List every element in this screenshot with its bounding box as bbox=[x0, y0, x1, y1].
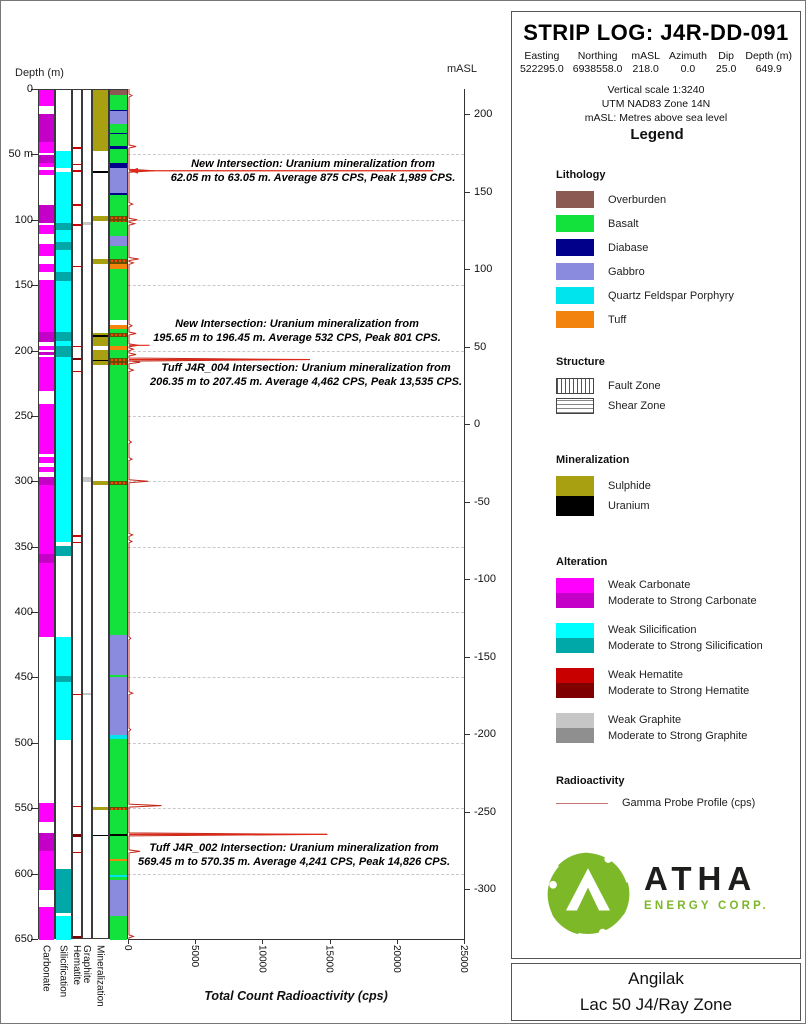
grid-line-500 bbox=[128, 743, 464, 744]
masl-tick bbox=[464, 424, 470, 425]
carbonate-column bbox=[38, 89, 55, 939]
x-tick bbox=[464, 939, 465, 944]
structure-heading: Structure bbox=[556, 356, 605, 368]
silicification-interval bbox=[56, 242, 71, 250]
weak-label: Weak Graphite bbox=[608, 714, 682, 726]
silicification-interval bbox=[56, 151, 71, 168]
hematite-mark bbox=[73, 147, 81, 149]
x-tick bbox=[128, 939, 129, 944]
strong-swatch bbox=[556, 683, 594, 698]
grid-line-400 bbox=[128, 612, 464, 613]
carbonate-interval bbox=[39, 155, 54, 163]
carbonate-interval bbox=[39, 280, 54, 332]
legend-title: Legend bbox=[630, 126, 684, 143]
alteration-labels bbox=[608, 623, 763, 653]
lithology-swatch bbox=[556, 239, 594, 256]
masl-tick-label: -300 bbox=[474, 883, 497, 895]
x-tick-label: 5000 bbox=[189, 945, 201, 968]
uranium-interval bbox=[93, 335, 108, 338]
annotation-line2: 206.35 m to 207.45 m. Average 4,462 CPS, Peak 13,535 CPS. bbox=[149, 375, 463, 388]
carbonate-interval bbox=[39, 851, 54, 890]
carbonate-interval bbox=[39, 554, 54, 563]
lithology-swatch bbox=[556, 191, 594, 208]
carbonate-interval bbox=[39, 264, 54, 272]
lithology-swatch bbox=[556, 263, 594, 280]
field-label: Azimuth bbox=[668, 50, 707, 62]
legend-alteration-group bbox=[556, 623, 788, 653]
depth-tick-label: 250 bbox=[14, 409, 33, 422]
legend-alteration-group bbox=[556, 668, 788, 698]
mineralization-label: Sulphide bbox=[608, 480, 651, 492]
carbonate-interval bbox=[39, 170, 54, 175]
lithology-swatch bbox=[556, 287, 594, 304]
legend-structure-item bbox=[556, 398, 788, 414]
structure-items bbox=[556, 378, 788, 414]
silicification-interval bbox=[56, 346, 71, 356]
silicification-interval bbox=[56, 272, 71, 281]
shear-zone-swatch bbox=[556, 398, 594, 414]
masl-tick bbox=[464, 114, 470, 115]
company-logo bbox=[512, 846, 800, 946]
silicification-interval bbox=[56, 250, 71, 272]
metadata-field bbox=[669, 50, 707, 75]
lithology-interval-basalt bbox=[110, 124, 127, 133]
x-tick-label: 15000 bbox=[323, 945, 335, 973]
field-value: 0.0 bbox=[680, 63, 696, 75]
silicification-interval bbox=[56, 281, 71, 332]
carbonate-interval bbox=[39, 357, 54, 391]
hematite-mark bbox=[73, 224, 81, 226]
strong-label: Moderate to Strong Silicification bbox=[608, 640, 763, 652]
column-label-hematite: Hematite bbox=[71, 945, 82, 986]
lithology-interval-basalt bbox=[110, 485, 127, 635]
annotation-line2: 569.45 m to 570.35 m. Average 4,241 CPS, Peak 14,826 CPS. bbox=[137, 855, 451, 868]
carbonate-interval bbox=[39, 404, 54, 454]
lithology-interval-basalt bbox=[110, 195, 127, 216]
field-label: Easting bbox=[524, 50, 560, 62]
graphite-mark bbox=[83, 222, 91, 225]
alteration-labels bbox=[608, 578, 757, 608]
annotation-line2: 62.05 m to 63.05 m. Average 875 CPS, Peak 1,989 CPS. bbox=[170, 171, 456, 184]
x-tick bbox=[397, 939, 398, 944]
alteration-swatch bbox=[556, 713, 594, 743]
field-value: 25.0 bbox=[715, 63, 737, 75]
strong-label: Moderate to Strong Graphite bbox=[608, 730, 748, 742]
grid-line-250 bbox=[128, 416, 464, 417]
lithology-interval-basalt bbox=[110, 739, 127, 807]
legend-lithology-item bbox=[556, 287, 788, 304]
strong-swatch bbox=[556, 638, 594, 653]
intersection-annotation-1 bbox=[138, 158, 488, 186]
lithology-label: Gabbro bbox=[608, 265, 645, 278]
silicification-column bbox=[55, 89, 72, 939]
lithology-interval-basalt bbox=[110, 149, 127, 163]
carbonate-interval bbox=[39, 803, 54, 823]
structure-label: Shear Zone bbox=[608, 400, 666, 412]
depth-tick-label: 0 bbox=[26, 83, 33, 95]
lithology-items bbox=[556, 191, 788, 328]
lithology-label: Tuff bbox=[608, 313, 627, 326]
carbonate-interval bbox=[39, 346, 54, 350]
carbonate-interval bbox=[39, 225, 54, 234]
masl-tick-label: 0 bbox=[474, 418, 481, 430]
legend-structure-item bbox=[556, 378, 788, 394]
masl-tick-label: -100 bbox=[474, 573, 497, 585]
column-label-mineralization: Mineralization bbox=[94, 945, 106, 1007]
hematite-mark bbox=[73, 834, 81, 837]
field-value: 522295.0 bbox=[519, 63, 564, 75]
weak-swatch bbox=[556, 668, 594, 683]
lithology-swatch bbox=[556, 311, 594, 328]
carbonate-interval bbox=[39, 485, 54, 554]
carbonate-interval bbox=[39, 90, 54, 106]
masl-tick-label: -200 bbox=[474, 728, 497, 740]
carbonate-interval bbox=[39, 163, 54, 167]
weak-swatch bbox=[556, 578, 594, 593]
lithology-column bbox=[109, 89, 128, 939]
metadata-field bbox=[520, 50, 564, 75]
legend-lithology-item bbox=[556, 263, 788, 280]
project-name: Angilak bbox=[628, 969, 684, 988]
silicification-interval bbox=[56, 172, 71, 223]
gamma-trace bbox=[129, 89, 327, 939]
grid-line-150 bbox=[128, 285, 464, 286]
uranium-interval bbox=[93, 360, 108, 362]
masl-tick-label: -150 bbox=[474, 650, 497, 663]
silicification-interval bbox=[56, 546, 71, 555]
hematite-mark bbox=[73, 266, 81, 267]
weak-label: Weak Hematite bbox=[608, 669, 683, 681]
depth-tick-label: 500 bbox=[14, 736, 33, 749]
alteration-labels bbox=[608, 668, 749, 698]
legend-lithology-item bbox=[556, 191, 788, 208]
radioactivity-heading: Radioactivity bbox=[556, 775, 625, 787]
silicification-interval bbox=[56, 357, 71, 543]
annotation-line2: 195.65 m to 196.45 m. Average 532 CPS, Peak 801 CPS. bbox=[153, 331, 441, 344]
hematite-mark bbox=[73, 806, 81, 807]
radioactivity-item bbox=[556, 797, 788, 809]
hematite-mark bbox=[73, 170, 81, 171]
hematite-mark bbox=[73, 936, 81, 938]
weak-swatch bbox=[556, 623, 594, 638]
field-value: 6938558.0 bbox=[572, 63, 623, 75]
lithology-interval-basalt bbox=[110, 916, 127, 940]
uranium-interval bbox=[93, 835, 108, 836]
graphite-mark bbox=[83, 693, 91, 695]
masl-tick-label: 150 bbox=[474, 185, 493, 198]
grid-line-350 bbox=[128, 547, 464, 548]
annotation-line1: New Intersection: Uranium mineralization from bbox=[191, 158, 435, 170]
silicification-interval bbox=[56, 230, 71, 242]
lithology-interval-basalt bbox=[110, 95, 127, 110]
x-tick-label: 20000 bbox=[390, 945, 402, 973]
hematite-mark bbox=[73, 542, 81, 543]
alteration-labels bbox=[608, 713, 747, 743]
lithology-interval-gabbro bbox=[110, 880, 127, 917]
masl-tick bbox=[464, 657, 470, 658]
field-label: mASL bbox=[631, 50, 660, 62]
x-tick-label: 10000 bbox=[256, 945, 268, 973]
mineralization-label: Uranium bbox=[608, 500, 650, 512]
gamma-line-label: Gamma Probe Profile (cps) bbox=[622, 797, 756, 809]
lithology-interval-gabbro bbox=[110, 677, 127, 735]
note-masl: mASL: Metres above sea level bbox=[584, 112, 728, 125]
lithology-interval-basalt bbox=[110, 365, 127, 481]
lithology-interval-gabbro bbox=[110, 111, 127, 124]
strong-label: Moderate to Strong Carbonate bbox=[608, 595, 757, 607]
hematite-mark bbox=[73, 204, 81, 205]
depth-tick-label: 300 bbox=[14, 475, 33, 488]
logo-brand: ATHA bbox=[644, 860, 758, 897]
zone-name: Lac 50 J4/Ray Zone bbox=[579, 995, 733, 1014]
annotation-line1: Tuff J4R_002 Intersection: Uranium mineralization from bbox=[149, 842, 439, 854]
hematite-mark bbox=[73, 852, 81, 853]
silicification-interval bbox=[56, 223, 71, 230]
weak-swatch bbox=[556, 713, 594, 728]
x-tick bbox=[262, 939, 263, 944]
note-scale: Vertical scale 1:3240 bbox=[607, 84, 705, 96]
carbonate-interval bbox=[39, 457, 54, 462]
logo-text bbox=[644, 862, 769, 912]
depth-tick-label: 450 bbox=[14, 671, 33, 684]
carbonate-interval bbox=[39, 142, 54, 152]
grid-line-50 bbox=[128, 154, 464, 155]
legend-alteration-group bbox=[556, 713, 788, 743]
title-block bbox=[512, 18, 800, 126]
masl-axis-title: mASL bbox=[447, 63, 477, 75]
gamma-line-swatch bbox=[556, 803, 608, 804]
carbonate-interval bbox=[39, 467, 54, 472]
lithology-interval-basalt bbox=[110, 269, 127, 320]
mineralization-swatch bbox=[556, 476, 594, 496]
carbonate-interval bbox=[39, 244, 54, 256]
carbonate-interval bbox=[39, 352, 54, 356]
lithology-heading: Lithology bbox=[556, 169, 606, 181]
depth-tick-label: 600 bbox=[14, 867, 33, 880]
page-title: STRIP LOG: J4R-DD-091 bbox=[523, 20, 789, 45]
column-label-silicification: Silicification bbox=[57, 945, 69, 998]
hematite-mark bbox=[73, 164, 81, 165]
lithology-label: Overburden bbox=[608, 193, 667, 206]
metadata-field bbox=[573, 50, 623, 75]
legend-mineralization-item bbox=[556, 476, 788, 496]
legend-mineralization-item bbox=[556, 496, 788, 516]
hematite-mark bbox=[73, 694, 81, 695]
lithology-interval-basalt bbox=[110, 246, 127, 259]
silicification-interval bbox=[56, 637, 71, 676]
lithology-label: Basalt bbox=[608, 217, 639, 230]
lithology-interval-gabbro bbox=[110, 168, 127, 193]
lithology-label: Quartz Feldspar Porphyry bbox=[608, 289, 734, 302]
legend-alteration-group bbox=[556, 578, 788, 608]
mineralization-items bbox=[556, 476, 788, 516]
masl-tick bbox=[464, 269, 470, 270]
masl-tick bbox=[464, 734, 470, 735]
field-value: 649.9 bbox=[755, 63, 782, 75]
alteration-swatch bbox=[556, 668, 594, 698]
depth-tick-label: 350 bbox=[14, 540, 33, 553]
depth-tick-label: 400 bbox=[14, 606, 33, 619]
field-label: Dip bbox=[718, 50, 735, 62]
grid-line-550 bbox=[128, 808, 464, 809]
lithology-interval-basalt bbox=[110, 222, 127, 236]
weak-label: Weak Carbonate bbox=[608, 579, 691, 591]
alteration-heading: Alteration bbox=[556, 556, 608, 568]
alteration-swatch bbox=[556, 623, 594, 653]
x-tick bbox=[195, 939, 196, 944]
lithology-tuff-mineralized bbox=[110, 358, 127, 365]
lithology-interval-basalt bbox=[110, 810, 127, 834]
carbonate-interval bbox=[39, 563, 54, 636]
hematite-mark bbox=[73, 346, 81, 347]
leader-arrowhead bbox=[130, 168, 138, 174]
masl-tick-label: -250 bbox=[474, 805, 497, 818]
strong-swatch bbox=[556, 728, 594, 743]
fault-zone-swatch bbox=[556, 378, 594, 394]
legend bbox=[556, 118, 788, 809]
depth-tick-label: 50 m bbox=[8, 148, 33, 161]
graphite-column bbox=[82, 89, 92, 939]
hematite-mark bbox=[73, 535, 81, 536]
depth-tick-label: 550 bbox=[14, 802, 33, 815]
annotation-line1: Tuff J4R_004 Intersection: Uranium mineralization from bbox=[161, 362, 451, 374]
atha-logo-icon bbox=[542, 848, 634, 940]
metadata-field bbox=[631, 50, 660, 75]
note-utm: UTM NAD83 Zone 14N bbox=[601, 98, 711, 111]
grid-line-450 bbox=[128, 677, 464, 678]
depth-axis-title: Depth (m) bbox=[15, 67, 64, 79]
masl-tick-label: 100 bbox=[474, 263, 493, 275]
hematite-mark bbox=[73, 358, 81, 360]
title-box-footer bbox=[511, 963, 801, 1021]
depth-tick-label: 150 bbox=[14, 279, 33, 292]
field-value: 218.0 bbox=[632, 63, 659, 75]
intersection-annotation-3 bbox=[131, 362, 481, 390]
structure-label: Fault Zone bbox=[608, 380, 661, 392]
masl-tick bbox=[464, 347, 470, 348]
metadata-field bbox=[716, 50, 736, 75]
silicification-interval bbox=[56, 916, 71, 940]
masl-tick-label: -50 bbox=[474, 495, 490, 508]
lithology-interval-basalt bbox=[110, 134, 127, 146]
legend-lithology-item bbox=[556, 311, 788, 328]
sulphide-interval bbox=[93, 216, 108, 221]
mineralization-swatch bbox=[556, 496, 594, 516]
lithology-interval-gabbro bbox=[110, 236, 127, 245]
carbonate-interval bbox=[39, 332, 54, 342]
mineralization-heading: Mineralization bbox=[556, 454, 630, 466]
grid-line-100 bbox=[128, 220, 464, 221]
radioactivity-axis bbox=[128, 939, 464, 940]
x-axis-title: Total Count Radioactivity (cps) bbox=[204, 989, 388, 1003]
legend-lithology-item bbox=[556, 239, 788, 256]
x-tick-label: 0 bbox=[122, 945, 133, 951]
grid-line-300 bbox=[128, 481, 464, 482]
masl-tick bbox=[464, 502, 470, 503]
graphite-mark bbox=[83, 477, 91, 482]
lithology-swatch bbox=[556, 215, 594, 232]
lithology-label: Diabase bbox=[608, 241, 649, 254]
grid-line-600 bbox=[128, 874, 464, 875]
strong-swatch bbox=[556, 593, 594, 608]
masl-tick bbox=[464, 889, 470, 890]
sulphide-interval bbox=[93, 90, 108, 151]
annotation-line1: New Intersection: Uranium mineralization from bbox=[175, 318, 419, 330]
masl-tick-label: 200 bbox=[474, 108, 493, 120]
mineralization-column bbox=[92, 89, 109, 939]
alteration-groups bbox=[556, 578, 788, 743]
depth-tick-label: 650 bbox=[14, 933, 33, 945]
sulphide-interval bbox=[93, 481, 108, 485]
carbonate-interval bbox=[39, 205, 54, 223]
field-label: Northing bbox=[577, 50, 618, 62]
hematite-mark bbox=[73, 371, 81, 372]
masl-tick bbox=[464, 812, 470, 813]
hole-metadata bbox=[512, 50, 800, 75]
depth-tick-label: 100 bbox=[14, 213, 33, 226]
masl-tick bbox=[464, 192, 470, 193]
sulphide-interval bbox=[93, 259, 108, 264]
carbonate-interval bbox=[39, 907, 54, 940]
lithology-interval-gabbro bbox=[110, 635, 127, 674]
silicification-interval bbox=[56, 869, 71, 912]
alteration-swatch bbox=[556, 578, 594, 608]
lithology-interval-basalt bbox=[110, 350, 127, 358]
carbonate-interval bbox=[39, 114, 54, 143]
masl-tick-label: 50 bbox=[474, 340, 487, 353]
silicification-interval bbox=[56, 332, 71, 341]
legend-lithology-item bbox=[556, 215, 788, 232]
x-tick bbox=[330, 939, 331, 944]
hematite-column bbox=[72, 89, 82, 939]
carbonate-interval bbox=[39, 477, 54, 485]
grid-line-200 bbox=[128, 351, 464, 352]
intersection-annotation-4 bbox=[119, 842, 469, 870]
weak-label: Weak Silicification bbox=[608, 624, 697, 636]
masl-tick bbox=[464, 579, 470, 580]
info-panel bbox=[511, 11, 801, 959]
column-label-graphite: Graphite bbox=[81, 945, 92, 984]
silicification-interval bbox=[56, 682, 71, 740]
sulphide-interval bbox=[93, 350, 108, 364]
x-tick-label: 25000 bbox=[458, 945, 469, 973]
depth-tick-label: 200 bbox=[14, 344, 33, 357]
sulphide-interval bbox=[93, 807, 108, 810]
carbonate-interval bbox=[39, 833, 54, 851]
logo-subtitle: ENERGY CORP. bbox=[644, 900, 769, 912]
field-label: Depth (m) bbox=[745, 50, 793, 62]
strong-label: Moderate to Strong Hematite bbox=[608, 685, 750, 697]
column-label-carbonate: Carbonate bbox=[40, 945, 52, 992]
metadata-field bbox=[745, 50, 792, 75]
uranium-interval bbox=[93, 171, 108, 173]
intersection-annotation-2 bbox=[122, 318, 472, 346]
